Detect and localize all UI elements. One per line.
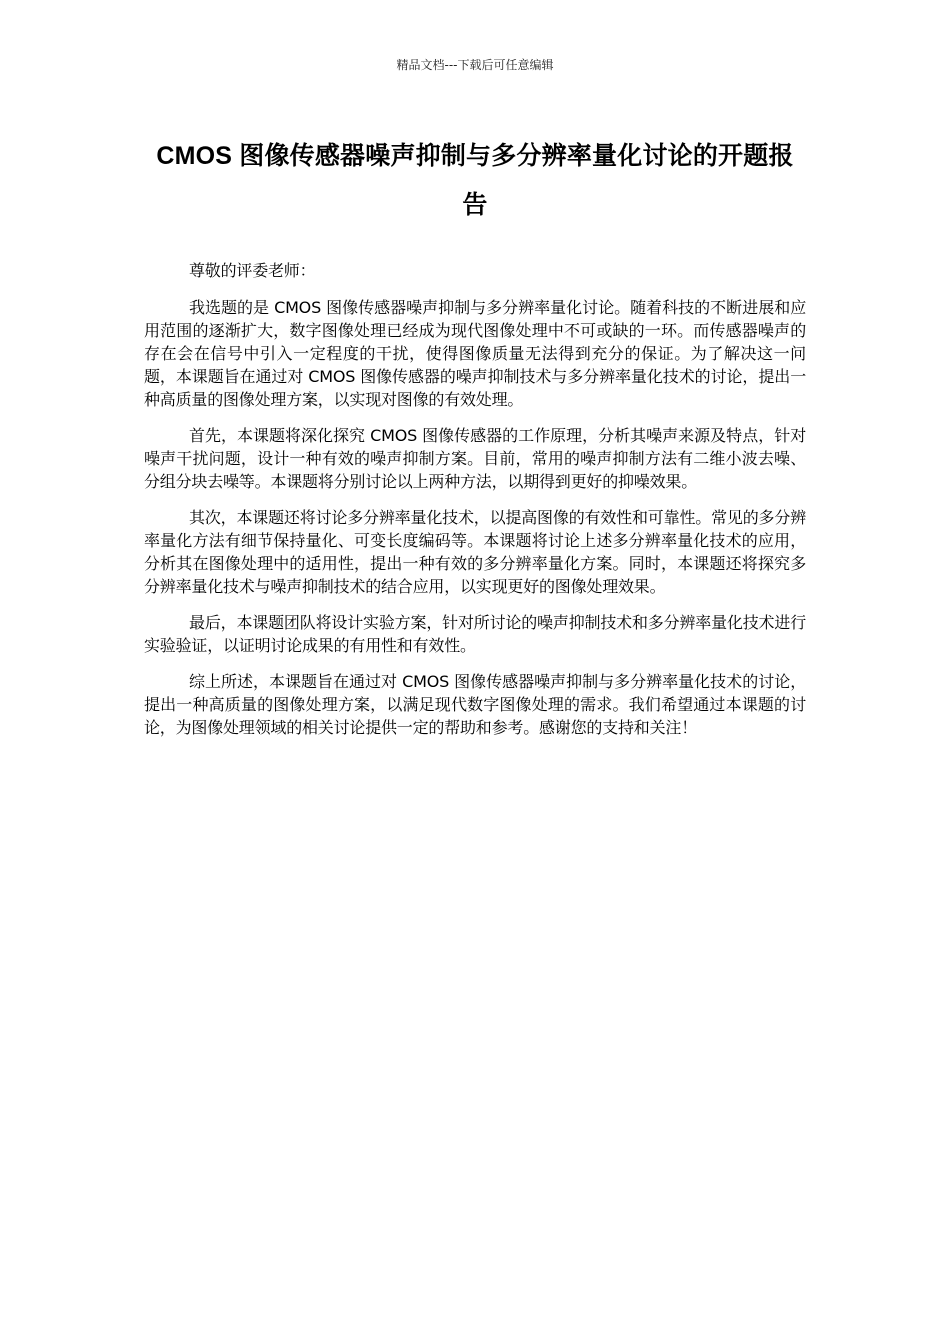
paragraph-first: 首先，本课题将深化探究 CMOS 图像传感器的工作原理，分析其噪声来源及特点，针对噪声干扰问题，设计一种有效的噪声抑制方案。目前，常用的噪声抑制方法有二维小波去噪、分组分块去噪等。本课题将分别讨论以上两种方法，以期得到更好的抑噪效果。 bbox=[144, 426, 806, 491]
document-body bbox=[144, 259, 806, 752]
paragraph-intro: 我选题的是 CMOS 图像传感器噪声抑制与多分辨率量化讨论。随着科技的不断进展和应用范围的逐渐扩大，数字图像处理已经成为现代图像处理中不可或缺的一环。而传感器噪声的存在会在信号中引入一定程度的干扰，使得图像质量无法得到充分的保证。为了解决这一问题，本课题旨在通过对 CMOS 图像传感器的噪声抑制技术与多分辨率量化技术的讨论，提出一种高质量的图像处理方案，以实现对图像的有效处理。 bbox=[144, 298, 806, 409]
paragraph-last: 最后，本课题团队将设计实验方案，针对所讨论的噪声抑制技术和多分辨率量化技术进行实验验证，以证明讨论成果的有用性和有效性。 bbox=[144, 613, 806, 655]
page-header: 精品文档---下载后可任意编辑 bbox=[396, 58, 554, 72]
document-title: CMOS 图像传感器噪声抑制与多分辨率量化讨论的开题报告 bbox=[156, 142, 794, 219]
paragraph-second: 其次，本课题还将讨论多分辨率量化技术，以提高图像的有效性和可靠性。常见的多分辨率量化方法有细节保持量化、可变长度编码等。本课题将讨论上述多分辨率量化技术的应用，分析其在图像处理中的适用性，提出一种有效的多分辨率量化方案。同时，本课题还将探究多分辨率量化技术与噪声抑制技术的结合应用，以实现更好的图像处理效果。 bbox=[144, 508, 806, 596]
salutation: 尊敬的评委老师： bbox=[189, 261, 316, 280]
paragraph-conclusion: 综上所述，本课题旨在通过对 CMOS 图像传感器噪声抑制与多分辨率量化技术的讨论，提出一种高质量的图像处理方案，以满足现代数字图像处理的需求。我们希望通过本课题的讨论，为图像处理领域的相关讨论提供一定的帮助和参考。感谢您的支持和关注！ bbox=[144, 672, 806, 737]
